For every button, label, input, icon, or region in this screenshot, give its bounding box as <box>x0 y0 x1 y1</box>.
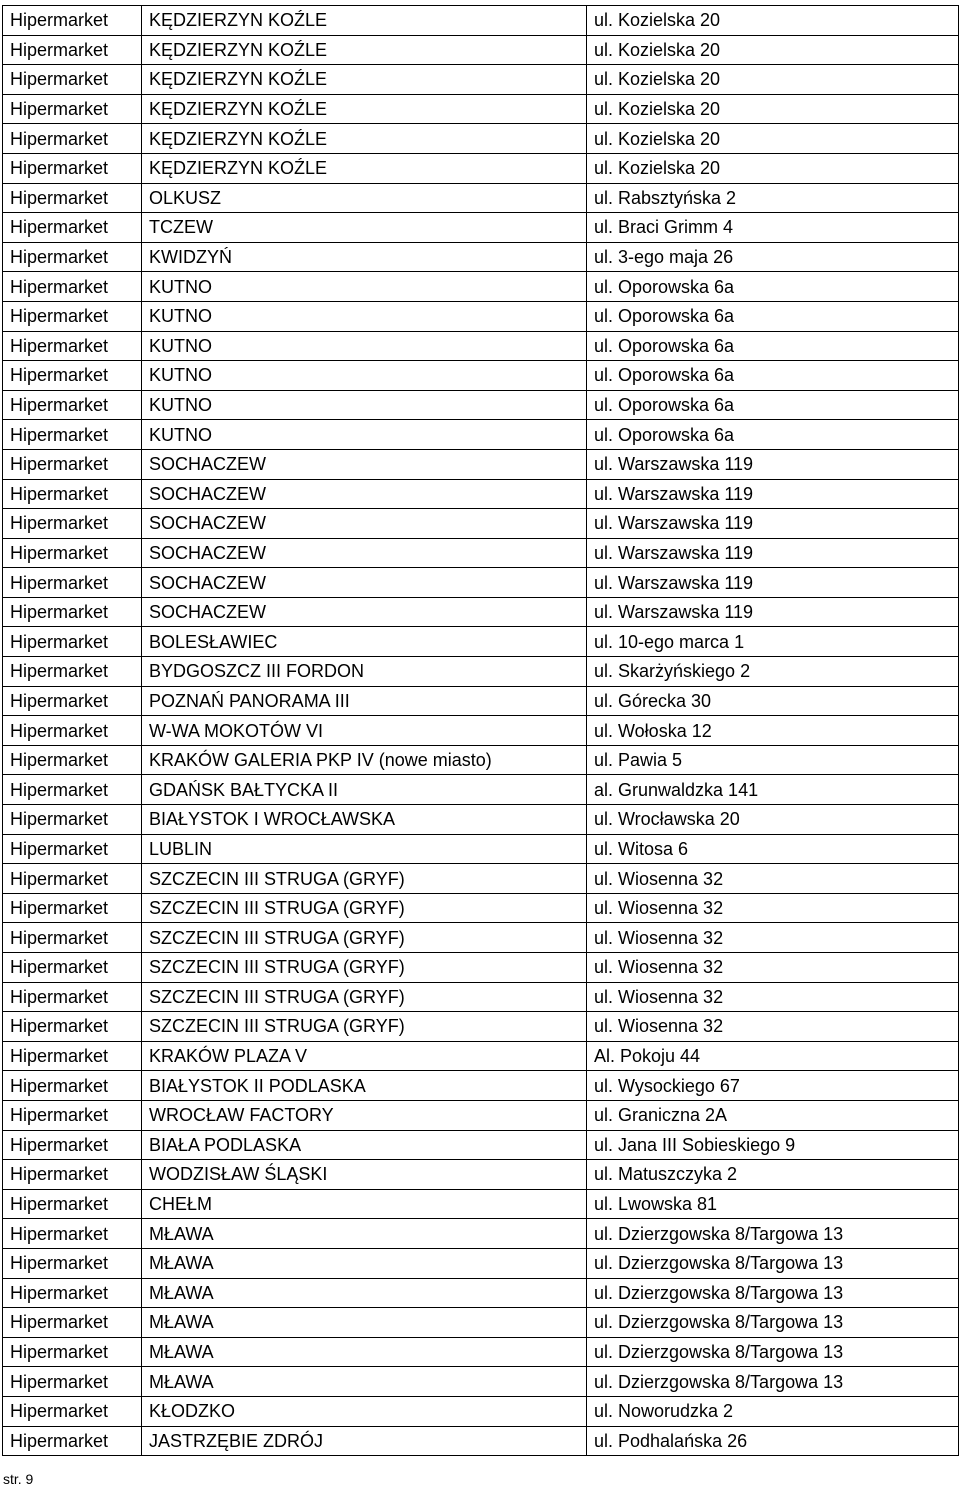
table-row <box>3 538 959 568</box>
store-name-cell: SZCZECIN III STRUGA (GRYF) <box>142 864 587 894</box>
store-name-cell: SZCZECIN III STRUGA (GRYF) <box>142 982 587 1012</box>
table-row <box>3 449 959 479</box>
store-address-cell: ul. Dzierzgowska 8/Targowa 13 <box>587 1308 959 1338</box>
store-address-cell: ul. Warszawska 119 <box>587 449 959 479</box>
table-row <box>3 242 959 272</box>
store-name-cell: KRAKÓW GALERIA PKP IV (nowe miasto) <box>142 745 587 775</box>
store-type-cell: Hipermarket <box>3 538 142 568</box>
table-row <box>3 953 959 983</box>
store-type-cell: Hipermarket <box>3 745 142 775</box>
store-name-cell: WROCŁAW FACTORY <box>142 1100 587 1130</box>
store-address-cell: ul. Graniczna 2A <box>587 1100 959 1130</box>
store-type-cell: Hipermarket <box>3 1100 142 1130</box>
store-address-cell: ul. Wiosenna 32 <box>587 923 959 953</box>
table-row <box>3 1367 959 1397</box>
store-address-cell: ul. Warszawska 119 <box>587 538 959 568</box>
store-name-cell: KĘDZIERZYN KOŹLE <box>142 94 587 124</box>
table-row <box>3 568 959 598</box>
store-name-cell: KUTNO <box>142 361 587 391</box>
store-name-cell: W-WA MOKOTÓW VI <box>142 716 587 746</box>
store-address-cell: ul. Wiosenna 32 <box>587 864 959 894</box>
store-address-cell: ul. Dzierzgowska 8/Targowa 13 <box>587 1278 959 1308</box>
table-row <box>3 153 959 183</box>
store-name-cell: SZCZECIN III STRUGA (GRYF) <box>142 923 587 953</box>
table-row <box>3 183 959 213</box>
store-type-cell: Hipermarket <box>3 390 142 420</box>
store-type-cell: Hipermarket <box>3 923 142 953</box>
store-type-cell: Hipermarket <box>3 301 142 331</box>
store-address-cell: ul. Wiosenna 32 <box>587 1012 959 1042</box>
store-type-cell: Hipermarket <box>3 716 142 746</box>
store-type-cell: Hipermarket <box>3 35 142 65</box>
table-row <box>3 420 959 450</box>
store-type-cell: Hipermarket <box>3 1367 142 1397</box>
store-name-cell: KRAKÓW PLAZA V <box>142 1041 587 1071</box>
table-row <box>3 1160 959 1190</box>
table-row <box>3 301 959 331</box>
store-name-cell: BIAŁYSTOK I WROCŁAWSKA <box>142 805 587 835</box>
store-type-cell: Hipermarket <box>3 775 142 805</box>
store-address-cell: ul. Oporowska 6a <box>587 272 959 302</box>
store-address-cell: ul. Oporowska 6a <box>587 331 959 361</box>
store-address-cell: Al. Pokoju 44 <box>587 1041 959 1071</box>
store-name-cell: KUTNO <box>142 301 587 331</box>
table-row <box>3 1308 959 1338</box>
store-table-body <box>3 6 959 1456</box>
store-name-cell: BIAŁYSTOK II PODLASKA <box>142 1071 587 1101</box>
table-row <box>3 272 959 302</box>
table-row <box>3 982 959 1012</box>
store-address-cell: ul. Kozielska 20 <box>587 65 959 95</box>
store-name-cell: KĘDZIERZYN KOŹLE <box>142 124 587 154</box>
store-address-cell: ul. Rabsztyńska 2 <box>587 183 959 213</box>
store-name-cell: WODZISŁAW ŚLĄSKI <box>142 1160 587 1190</box>
store-name-cell: SOCHACZEW <box>142 509 587 539</box>
table-row <box>3 893 959 923</box>
table-row <box>3 923 959 953</box>
table-row <box>3 124 959 154</box>
store-name-cell: KĘDZIERZYN KOŹLE <box>142 35 587 65</box>
store-name-cell: OLKUSZ <box>142 183 587 213</box>
store-address-cell: ul. Witosa 6 <box>587 834 959 864</box>
store-name-cell: BYDGOSZCZ III FORDON <box>142 657 587 687</box>
table-row <box>3 390 959 420</box>
store-type-cell: Hipermarket <box>3 657 142 687</box>
table-row <box>3 1071 959 1101</box>
store-address-cell: ul. Kozielska 20 <box>587 35 959 65</box>
store-type-cell: Hipermarket <box>3 213 142 243</box>
store-address-cell: ul. Dzierzgowska 8/Targowa 13 <box>587 1367 959 1397</box>
store-name-cell: KUTNO <box>142 390 587 420</box>
store-address-cell: ul. Oporowska 6a <box>587 361 959 391</box>
store-type-cell: Hipermarket <box>3 1189 142 1219</box>
store-type-cell: Hipermarket <box>3 361 142 391</box>
store-type-cell: Hipermarket <box>3 65 142 95</box>
table-row <box>3 6 959 36</box>
store-type-cell: Hipermarket <box>3 183 142 213</box>
store-type-cell: Hipermarket <box>3 568 142 598</box>
store-name-cell: MŁAWA <box>142 1337 587 1367</box>
store-address-cell: ul. Wrocławska 20 <box>587 805 959 835</box>
store-address-cell: ul. Górecka 30 <box>587 686 959 716</box>
store-name-cell: SOCHACZEW <box>142 597 587 627</box>
store-name-cell: LUBLIN <box>142 834 587 864</box>
table-row <box>3 65 959 95</box>
store-type-cell: Hipermarket <box>3 864 142 894</box>
store-type-cell: Hipermarket <box>3 1426 142 1456</box>
store-type-cell: Hipermarket <box>3 272 142 302</box>
store-type-cell: Hipermarket <box>3 1248 142 1278</box>
store-address-cell: ul. Kozielska 20 <box>587 124 959 154</box>
store-type-cell: Hipermarket <box>3 1160 142 1190</box>
store-address-cell: ul. Wiosenna 32 <box>587 982 959 1012</box>
store-type-cell: Hipermarket <box>3 6 142 36</box>
store-address-cell: ul. Warszawska 119 <box>587 597 959 627</box>
store-type-cell: Hipermarket <box>3 627 142 657</box>
table-row <box>3 1426 959 1456</box>
table-row <box>3 94 959 124</box>
store-type-cell: Hipermarket <box>3 982 142 1012</box>
store-address-cell: ul. Oporowska 6a <box>587 390 959 420</box>
table-row <box>3 1278 959 1308</box>
table-row <box>3 509 959 539</box>
store-address-cell: ul. 10-ego marca 1 <box>587 627 959 657</box>
store-name-cell: KĘDZIERZYN KOŹLE <box>142 6 587 36</box>
store-address-cell: ul. Podhalańska 26 <box>587 1426 959 1456</box>
store-name-cell: KUTNO <box>142 331 587 361</box>
store-name-cell: SZCZECIN III STRUGA (GRYF) <box>142 1012 587 1042</box>
store-name-cell: GDAŃSK BAŁTYCKA II <box>142 775 587 805</box>
store-name-cell: SOCHACZEW <box>142 538 587 568</box>
store-address-cell: ul. Warszawska 119 <box>587 568 959 598</box>
table-row <box>3 834 959 864</box>
table-row <box>3 1012 959 1042</box>
store-type-cell: Hipermarket <box>3 1012 142 1042</box>
table-row <box>3 331 959 361</box>
store-type-cell: Hipermarket <box>3 1041 142 1071</box>
store-type-cell: Hipermarket <box>3 1278 142 1308</box>
store-address-cell: ul. Jana III Sobieskiego 9 <box>587 1130 959 1160</box>
store-type-cell: Hipermarket <box>3 509 142 539</box>
table-row <box>3 1189 959 1219</box>
store-address-cell: ul. Dzierzgowska 8/Targowa 13 <box>587 1337 959 1367</box>
store-type-cell: Hipermarket <box>3 242 142 272</box>
table-row <box>3 479 959 509</box>
store-address-cell: ul. Skarżyńskiego 2 <box>587 657 959 687</box>
table-row <box>3 1396 959 1426</box>
store-address-cell: al. Grunwaldzka 141 <box>587 775 959 805</box>
table-row <box>3 1041 959 1071</box>
store-name-cell: BOLESŁAWIEC <box>142 627 587 657</box>
store-name-cell: MŁAWA <box>142 1248 587 1278</box>
store-name-cell: KWIDZYŃ <box>142 242 587 272</box>
store-address-cell: ul. Kozielska 20 <box>587 94 959 124</box>
store-type-cell: Hipermarket <box>3 153 142 183</box>
table-row <box>3 1130 959 1160</box>
store-name-cell: KUTNO <box>142 420 587 450</box>
store-address-cell: ul. Dzierzgowska 8/Targowa 13 <box>587 1248 959 1278</box>
store-address-cell: ul. Kozielska 20 <box>587 6 959 36</box>
store-address-cell: ul. Wołoska 12 <box>587 716 959 746</box>
store-address-cell: ul. Pawia 5 <box>587 745 959 775</box>
store-type-cell: Hipermarket <box>3 1219 142 1249</box>
store-name-cell: JASTRZĘBIE ZDRÓJ <box>142 1426 587 1456</box>
store-name-cell: SOCHACZEW <box>142 568 587 598</box>
store-name-cell: MŁAWA <box>142 1278 587 1308</box>
table-row <box>3 864 959 894</box>
store-type-cell: Hipermarket <box>3 953 142 983</box>
store-address-cell: ul. Oporowska 6a <box>587 420 959 450</box>
store-type-cell: Hipermarket <box>3 124 142 154</box>
table-row <box>3 1219 959 1249</box>
store-address-cell: ul. 3-ego maja 26 <box>587 242 959 272</box>
store-address-cell: ul. Oporowska 6a <box>587 301 959 331</box>
table-row <box>3 597 959 627</box>
store-type-cell: Hipermarket <box>3 1071 142 1101</box>
store-address-cell: ul. Kozielska 20 <box>587 153 959 183</box>
store-type-cell: Hipermarket <box>3 94 142 124</box>
table-row <box>3 1248 959 1278</box>
store-name-cell: SOCHACZEW <box>142 449 587 479</box>
store-name-cell: SOCHACZEW <box>142 479 587 509</box>
store-type-cell: Hipermarket <box>3 686 142 716</box>
store-name-cell: BIAŁA PODLASKA <box>142 1130 587 1160</box>
table-row <box>3 657 959 687</box>
store-address-cell: ul. Wysockiego 67 <box>587 1071 959 1101</box>
store-table <box>2 5 959 1456</box>
store-address-cell: ul. Lwowska 81 <box>587 1189 959 1219</box>
store-name-cell: MŁAWA <box>142 1219 587 1249</box>
store-type-cell: Hipermarket <box>3 420 142 450</box>
store-type-cell: Hipermarket <box>3 479 142 509</box>
store-type-cell: Hipermarket <box>3 834 142 864</box>
document-sheet <box>2 5 958 1456</box>
table-row <box>3 1337 959 1367</box>
store-name-cell: TCZEW <box>142 213 587 243</box>
store-type-cell: Hipermarket <box>3 597 142 627</box>
store-address-cell: ul. Wiosenna 32 <box>587 893 959 923</box>
store-type-cell: Hipermarket <box>3 893 142 923</box>
store-name-cell: MŁAWA <box>142 1367 587 1397</box>
table-row <box>3 213 959 243</box>
store-name-cell: POZNAŃ PANORAMA III <box>142 686 587 716</box>
store-name-cell: KUTNO <box>142 272 587 302</box>
table-row <box>3 745 959 775</box>
store-type-cell: Hipermarket <box>3 1130 142 1160</box>
store-name-cell: MŁAWA <box>142 1308 587 1338</box>
store-type-cell: Hipermarket <box>3 449 142 479</box>
store-type-cell: Hipermarket <box>3 331 142 361</box>
store-name-cell: SZCZECIN III STRUGA (GRYF) <box>142 893 587 923</box>
table-row <box>3 775 959 805</box>
store-name-cell: CHEŁM <box>142 1189 587 1219</box>
table-row <box>3 35 959 65</box>
store-address-cell: ul. Warszawska 119 <box>587 479 959 509</box>
table-row <box>3 361 959 391</box>
table-row <box>3 1100 959 1130</box>
store-type-cell: Hipermarket <box>3 1337 142 1367</box>
store-type-cell: Hipermarket <box>3 805 142 835</box>
store-address-cell: ul. Dzierzgowska 8/Targowa 13 <box>587 1219 959 1249</box>
store-type-cell: Hipermarket <box>3 1308 142 1338</box>
store-address-cell: ul. Noworudzka 2 <box>587 1396 959 1426</box>
table-row <box>3 627 959 657</box>
store-name-cell: KŁODZKO <box>142 1396 587 1426</box>
table-row <box>3 686 959 716</box>
store-name-cell: KĘDZIERZYN KOŹLE <box>142 153 587 183</box>
store-address-cell: ul. Warszawska 119 <box>587 509 959 539</box>
page-number: str. 9 <box>3 1471 34 1487</box>
table-row <box>3 805 959 835</box>
store-name-cell: KĘDZIERZYN KOŹLE <box>142 65 587 95</box>
store-type-cell: Hipermarket <box>3 1396 142 1426</box>
store-address-cell: ul. Braci Grimm 4 <box>587 213 959 243</box>
store-address-cell: ul. Matuszczyka 2 <box>587 1160 959 1190</box>
table-row <box>3 716 959 746</box>
store-address-cell: ul. Wiosenna 32 <box>587 953 959 983</box>
store-name-cell: SZCZECIN III STRUGA (GRYF) <box>142 953 587 983</box>
